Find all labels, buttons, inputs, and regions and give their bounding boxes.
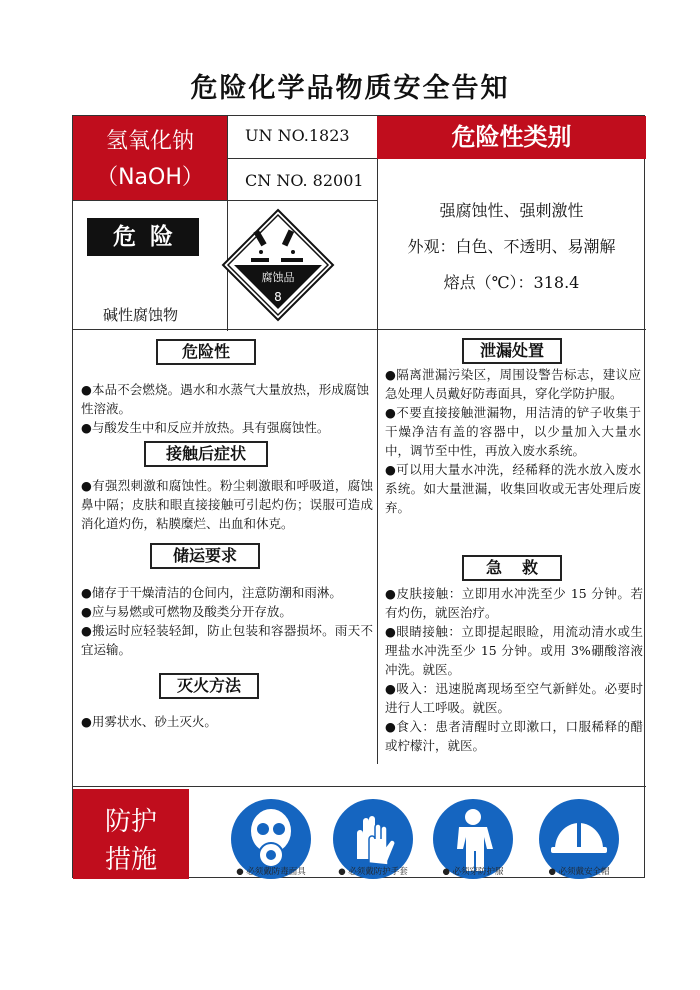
safety-card (72, 115, 645, 878)
hazard-text (81, 380, 369, 437)
list-item: ●与酸发生中和反应并放热。具有强腐蚀性。 (81, 420, 330, 435)
pictogram-label: 腐蚀品 (261, 271, 295, 284)
label-safety-helmet: ● 必须戴安全帽 (548, 867, 610, 877)
list-item: ●吸入：迅速脱离现场至空气新鲜处。必要时进行人工呼吸。就医。 (385, 681, 643, 715)
list-item: ●储存于干燥清洁的仓间内，注意防潮和雨淋。 (81, 585, 342, 600)
danger-tag: 危险 (87, 218, 199, 256)
heading-fire: 灭火方法 (159, 673, 259, 699)
heading-first-aid: 急救 (462, 555, 562, 581)
fire-text (81, 712, 373, 731)
chemical-name-block (73, 116, 227, 200)
list-item: ●搬运时应轻装轻卸，防止包装和容器损坏。雨天不宜运输。 (81, 623, 373, 657)
label-protective-suit: ● 必须穿防护服 (442, 867, 504, 877)
pictogram-class: 8 (274, 290, 282, 304)
first-aid-text (385, 584, 643, 755)
list-item: ●有强烈刺激和腐蚀性。粉尘刺激眼和呼吸道，腐蚀鼻中隔；皮肤和眼直接接触可引起灼伤；误服可造成消化道灼伤，粘膜糜烂、出血和休克。 (81, 478, 373, 531)
symptoms-text (81, 476, 373, 533)
label-gloves: ● 必须戴防护手套 (338, 867, 408, 877)
list-item: ●不要直接接触泄漏物，用洁清的铲子收集于干燥净洁有盖的容器中，以少量加入大量水中，调节至中性，再放入废水系统。 (385, 405, 641, 458)
hazard-property-2: 外观：白色、不透明、易潮解 (407, 237, 616, 256)
list-item: ●食入：患者清醒时立即漱口，口服稀释的醋或柠檬汁，就医。 (385, 719, 643, 753)
list-item: ●皮肤接触：立即用水冲洗至少 15 分钟。若有灼伤，就医治疗。 (385, 586, 643, 620)
chemical-name: 氢氧化钠 (105, 129, 194, 154)
protection-title-line1: 防护 (104, 807, 157, 837)
label-gas-mask: ● 必须戴防毒面具 (236, 867, 306, 877)
heading-symptoms: 接触后症状 (144, 441, 268, 467)
hazard-category-title: 危险性类别 (377, 116, 646, 159)
un-number: UN NO.1823 (245, 126, 350, 145)
list-item: ●眼睛接触：立即提起眼睑，用流动清水或生理盐水冲洗至少 15 分钟。或用 3%硼酸溶液冲洗。就医。 (385, 624, 643, 677)
heading-storage: 储运要求 (150, 543, 260, 569)
hazard-class-word: 碱性腐蚀物 (103, 306, 179, 324)
list-item: ●用雾状水、砂土灭火。 (81, 714, 217, 729)
corrosive-pictogram (221, 208, 335, 322)
hazard-property-3: 熔点（℃）：318.4 (443, 273, 580, 292)
list-item: ●应与易燃或可燃物及酸类分开存放。 (81, 604, 292, 619)
spill-text (385, 365, 641, 517)
list-item: ●隔离泄漏污染区，周围设警告标志，建议应急处理人员戴好防毒面具，穿化学防护服。 (385, 367, 641, 401)
cn-number: CN NO. 82001 (245, 171, 364, 190)
protection-title-line2: 措施 (104, 845, 157, 875)
heading-spill: 泄漏处置 (462, 338, 562, 364)
storage-text (81, 583, 373, 659)
protection-title (73, 789, 189, 879)
heading-hazard: 危险性 (156, 339, 256, 365)
list-item: ●可以用大量水冲洗，经稀释的洗水放入废水系统。如大量泄漏，收集回收或无害处理后废弃。 (385, 462, 641, 515)
page-title: 危险化学品物质安全告知 (190, 73, 510, 104)
hazard-property-1: 强腐蚀性、强刺激性 (439, 201, 584, 220)
list-item: ●本品不会燃烧。遇水和水蒸气大量放热，形成腐蚀性溶液。 (81, 382, 369, 416)
chemical-formula: （NaOH） (96, 165, 204, 190)
